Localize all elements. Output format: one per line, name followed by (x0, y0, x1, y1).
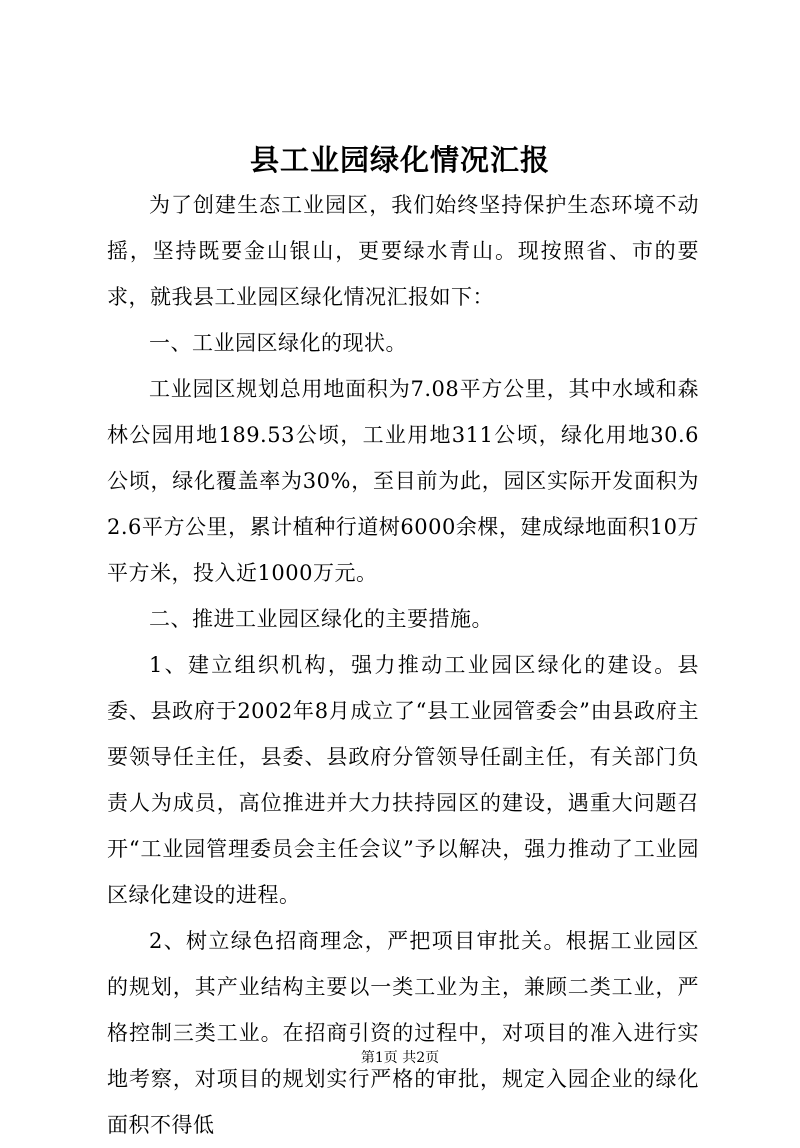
document-title: 县工业园绿化情况汇报 (249, 143, 550, 177)
section-heading-measures: 二、推进工业园区绿化的主要措施。 (149, 607, 493, 631)
paragraph-measure-2: 2、树立绿色招商理念，严把项目审批关。根据工业园区的规划，其产业结构主要以一类工业为主，兼顾二类工业，严格控制三类工业。在招商引资的过程中，对项目的准入进行实地考察，对项目的规划实行严格的审批，规定入园企业的绿化面积不得低 (107, 929, 699, 1137)
document-body (107, 182, 699, 1148)
paragraph-measure-1: 1、建立组织机构，强力推动工业园区绿化的建设。县委、县政府于2002年8月成立了“县工业园管委会”由县政府主要领导任主任，县委、县政府分管领导任副主任，有关部门负责人为成员，高位推进并大力扶持园区的建设，遇重大问题召开“工业园管理委员会主任会议”予以解决，强力推动了工业园区绿化建设的进程。 (107, 653, 699, 907)
section-heading-status: 一、工业园区绿化的现状。 (149, 331, 407, 355)
page-number-footer: 第1页 共2页 (360, 1050, 440, 1066)
paragraph-status: 工业园区规划总用地面积为7.08平方公里，其中水域和森林公园用地189.53公顷，工业用地311公顷，绿化用地30.6公顷，绿化覆盖率为30%，至目前为此，园区实际开发面积为2.6平方公里，累计植种行道树6000余棵，建成绿地面积10万平方米，投入近1000万元。 (107, 377, 699, 585)
paragraph-intro: 为了创建生态工业园区，我们始终坚持保护生态环境不动摇，坚持既要金山银山，更要绿水青山。现按照省、市的要求，就我县工业园区绿化情况汇报如下： (107, 193, 699, 309)
